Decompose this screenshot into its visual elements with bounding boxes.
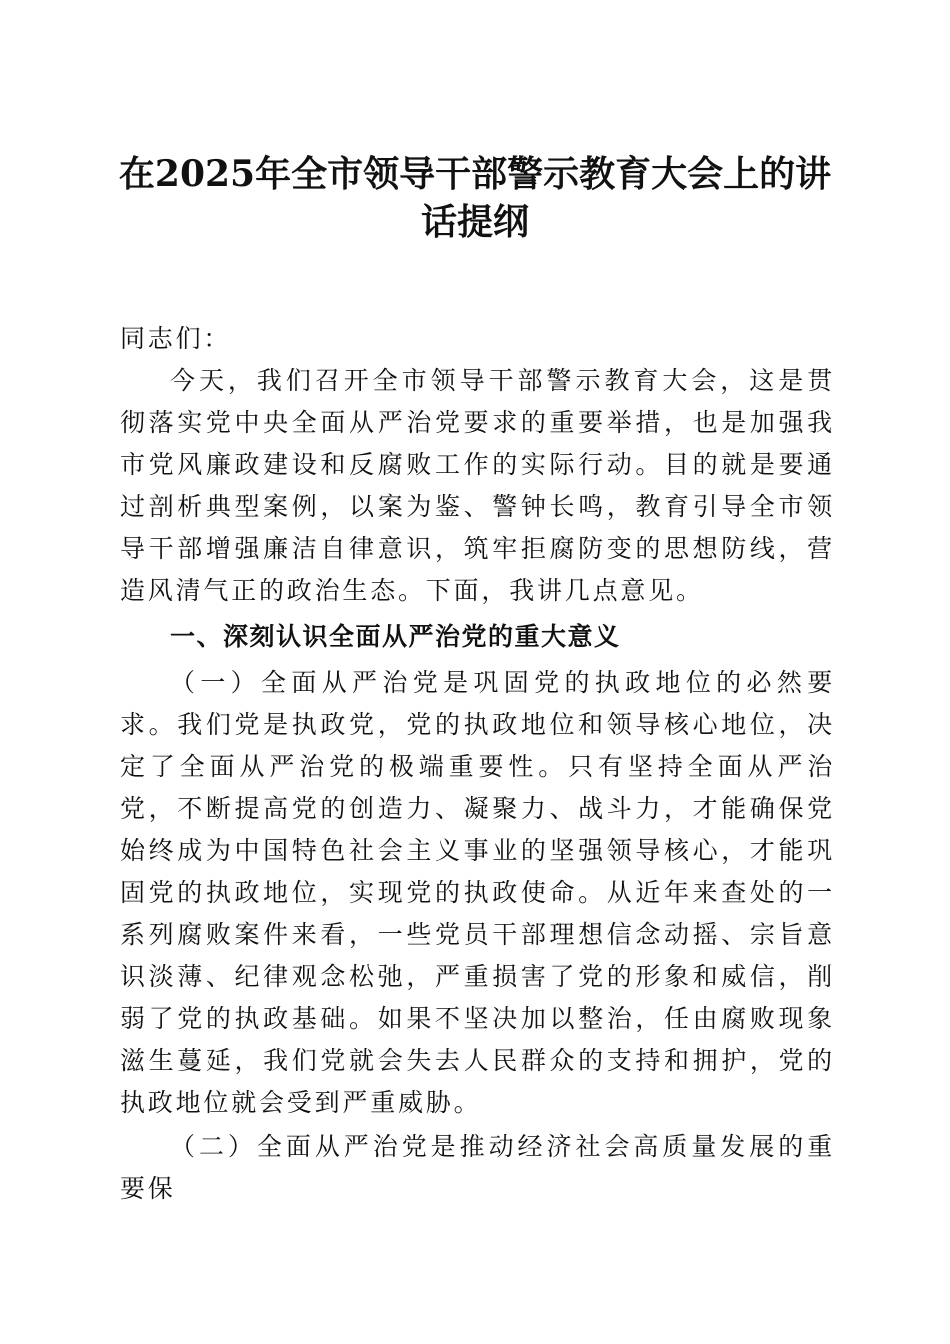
section-heading-1: 一、深刻认识全面从严治党的重大意义 (170, 622, 621, 651)
subsection-paragraph-2: （二）全面从严治党是推动经济社会高质量发展的重要保 (120, 1132, 835, 1203)
document-title (100, 150, 850, 246)
subsection-paragraph-1: （一）全面从严治党是巩固党的执政地位的必然要求。我们党是执政党，党的执政地位和领导核心地位，决定了全面从严治党的极端重要性。只有坚持全面从严治党，不断提高党的创造力、凝聚力、战斗力，才能确保党始终成为中国特色社会主义事业的坚强领导核心，才能巩固党的执政地位，实现党的执政使命。从近年来查处的一系列腐败案件来看，一些党员干部理想信念动摇、宗旨意识淡薄、纪律观念松弛，严重损害了党的形象和威信，削弱了党的执政基础。如果不坚决加以整治，任由腐败现象滋生蔓延，我们党就会失去人民群众的支持和拥护，党的执政地位就会受到严重威胁。 (120, 668, 835, 1117)
title-line-1: 在2025年全市领导干部警示教育大会上的讲 (118, 153, 832, 195)
document-body (120, 318, 835, 1210)
salutation: 同志们： (120, 324, 232, 353)
intro-paragraph: 今天，我们召开全市领导干部警示教育大会，这是贯彻落实党中央全面从严治党要求的重要举措，也是加强我市党风廉政建设和反腐败工作的实际行动。目的就是要通过剖析典型案例，以案为鉴、警钟长鸣，教育引导全市领导干部增强廉洁自律意识，筑牢拒腐防变的思想防线，营造风清气正的政治生态。下面，我讲几点意见。 (120, 366, 835, 605)
title-line-2: 话提纲 (420, 201, 529, 243)
